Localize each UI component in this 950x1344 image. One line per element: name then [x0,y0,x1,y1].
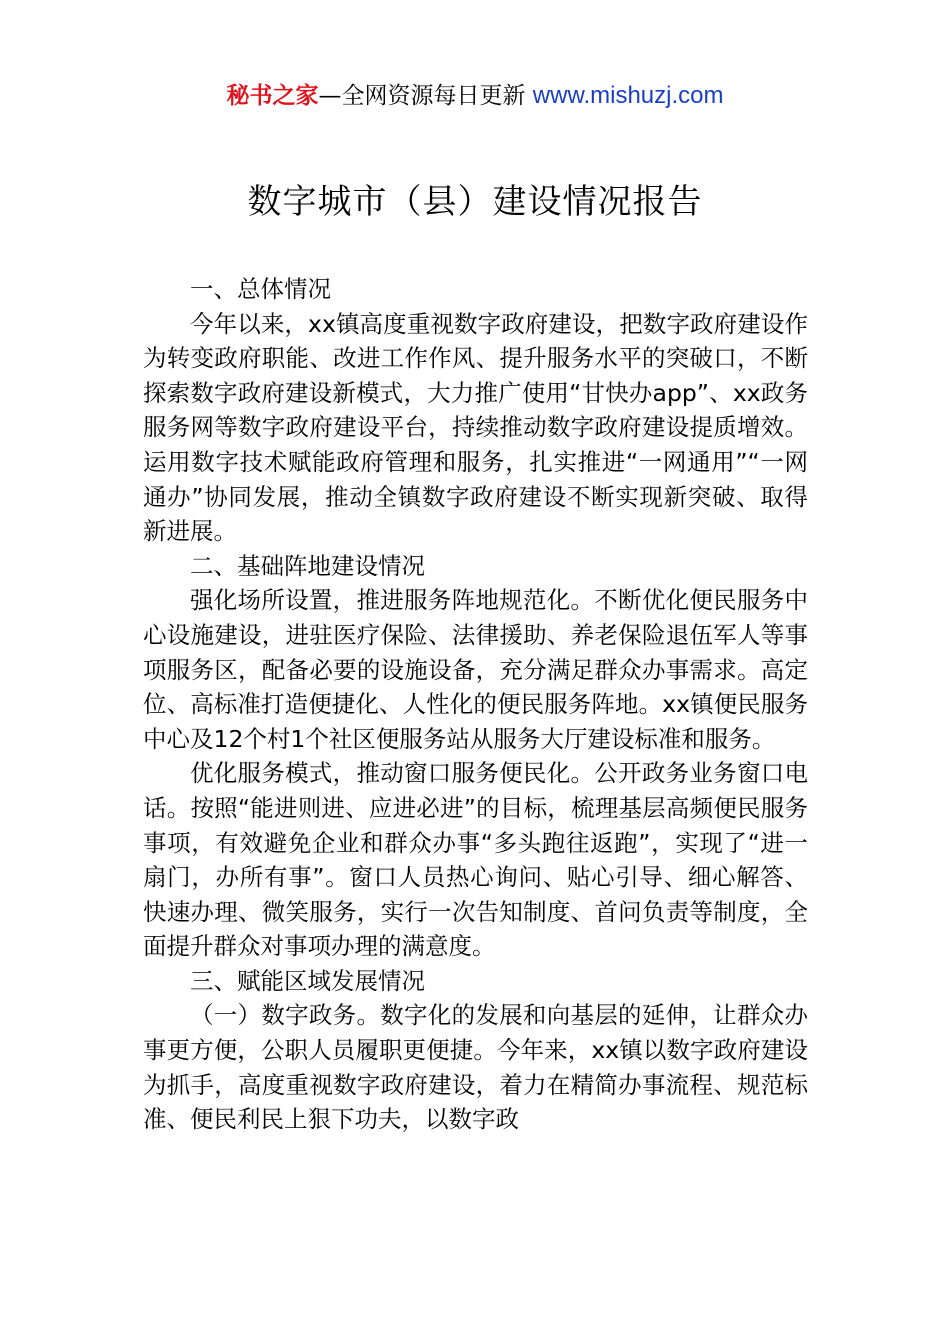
document-title: 数字城市（县）建设情况报告 [247,182,703,222]
header-tagline: —全网资源每日更新 [318,83,533,109]
paragraph: 今年以来，xx镇高度重视数字政府建设，把数字政府建设作为转变政府职能、改进工作作风、提升服务水平的突破口，不断探索数字政府建设新模式，大力推广使用“甘快办app”、xx政务服务网等数字政府建设平台，持续推动数字政府建设提质增效。运用数字技术赋能政府管理和服务，扎实推进“一网通用”“一网通办”协同发展，推动全镇数字政府建设不断实现新突破、取得新进展。 [143,309,808,546]
document-body [143,272,808,1137]
paragraph: （一）数字政务。数字化的发展和向基层的延伸，让群众办事更方便，公职人员履职更便捷。今年来，xx镇以数字政府建设为抓手，高度重视数字政府建设，着力在精简办事流程、规范标准、便民利民上狠下功夫，以数字政 [143,1001,808,1134]
site-url-link[interactable]: www.mishuzj.com [532,82,724,109]
site-header [0,80,950,112]
paragraph: 强化场所设置，推进服务阵地规范化。不断优化便民服务中心设施建设，进驻医疗保险、法律援助、养老保险退伍军人等事项服务区，配备必要的设施设备，充分满足群众办事需求。高定位、高标准打造便捷化、人性化的便民服务阵地。xx镇便民服务中心及12个村1个社区便服务站从服务大厅建设标准和服务。 [143,586,808,753]
paragraph: 优化服务模式，推动窗口服务便民化。公开政务业务窗口电话。按照“能进则进、应进必进”的目标，梳理基层高频便民服务事项，有效避免企业和群众办事“多头跑往返跑”，实现了“进一扇门，办所有事”。窗口人员热心询问、贴心引导、细心解答、快速办理、微笑服务，实行一次告知制度、首问负责等制度，全面提升群众对事项办理的满意度。 [143,759,808,961]
section-heading-regional-development: 三、赋能区域发展情况 [190,966,425,995]
brand-name: 秘书之家 [226,83,319,109]
section-heading-overview: 一、总体情况 [190,275,331,303]
section-heading-infrastructure: 二、基础阵地建设情况 [190,551,425,580]
